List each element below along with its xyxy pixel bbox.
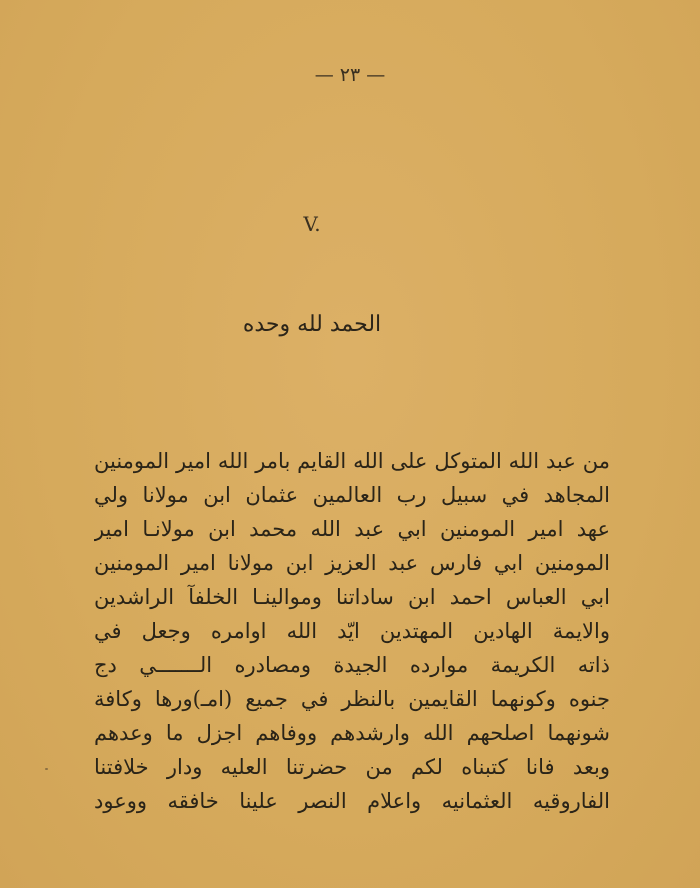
body-line-7: ذاته الكريمة موارده الجيدة ومصادره الـــــــي دج [94, 653, 610, 677]
body-line-9: شونهما اصلحهم الله وارشدهم ووفاهم اجزل ما وعدهم [94, 721, 610, 745]
section-numeral: V. [303, 212, 321, 236]
body-line-6: والايمة الهادين المهتدين ايّد الله اوامره وجعل في [94, 619, 610, 643]
body-line-2: المجاهد في سبيل رب العالمين عثمان ابن مولانا ولي [94, 483, 610, 507]
paper-speck [45, 768, 48, 770]
body-line-1: من عبد الله المتوكل على الله القايم بامر الله امير المومنين [94, 449, 610, 473]
body-line-4: المومنين ابي فارس عبد العزيز ابن مولانا امير المومنين [94, 551, 610, 575]
body-line-8: جنوه وكونهما القايمين بالنظر في جميع (امـ)ورها وكافة [94, 687, 610, 711]
body-line-5: ابي العباس احمد ابن ساداتنا وموالينـا الخلفآ الراشدين [94, 585, 610, 609]
letter-body [94, 444, 610, 818]
body-line-11: الفاروقيه العثمانيه واعلام النصر علينا خافقه ووعود [94, 789, 610, 813]
invocation-heading: الحمد لله وحده [242, 312, 382, 337]
page-number: — ٢٣ — [314, 64, 386, 86]
body-line-10: وبعد فانا كتبناه لكم من حضرتنا العليه ودار خلافتنا [94, 755, 610, 779]
body-line-3: عهد امير المومنين ابي عبد الله محمد ابن مولانـا امير [94, 517, 610, 541]
